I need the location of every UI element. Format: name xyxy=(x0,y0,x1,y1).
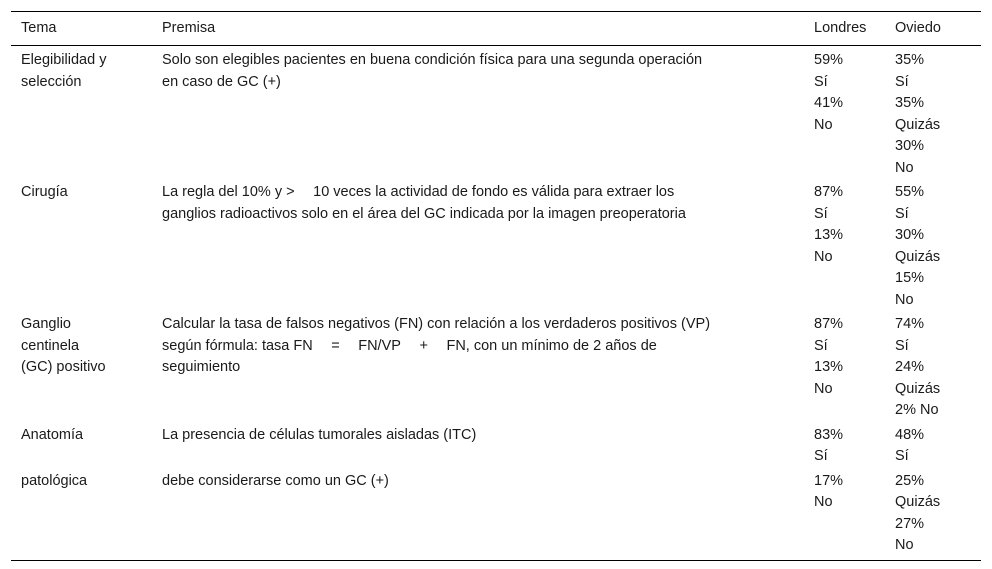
table-row xyxy=(11,422,981,468)
londres-line: 59% xyxy=(814,52,844,68)
premisa-line: Solo son elegibles pacientes en buena condición física para una segunda operación xyxy=(162,52,703,68)
header-oviedo: Oviedo xyxy=(885,12,981,46)
cell-premisa xyxy=(152,46,804,180)
oviedo-line: 25% xyxy=(895,472,925,489)
consensus-table xyxy=(11,12,981,560)
consensus-table-container xyxy=(11,11,981,561)
tema-line: Cirugía xyxy=(21,184,68,200)
premisa-line: Calcular la tasa de falsos negativos (FN) con relación a los verdaderos positivos (VP) xyxy=(162,316,711,332)
londres-line: No xyxy=(814,116,833,133)
londres-line: Sí xyxy=(814,73,828,90)
table-row xyxy=(11,311,981,422)
oviedo-line: Quizás xyxy=(895,248,941,265)
londres-line: Sí xyxy=(814,337,828,354)
cell-oviedo xyxy=(885,179,981,311)
oviedo-line: Sí xyxy=(895,337,909,354)
londres-line: 41% xyxy=(814,95,844,111)
table-body xyxy=(11,46,981,560)
header-premisa: Premisa xyxy=(152,12,804,46)
header-tema: Tema xyxy=(11,12,152,46)
tema-line: (GC) positivo xyxy=(21,359,106,375)
oviedo-line: Sí xyxy=(895,73,909,90)
londres-line: 83% xyxy=(814,426,844,443)
oviedo-line: Quizás xyxy=(895,380,941,397)
tema-line: Ganglio xyxy=(21,316,71,332)
cell-oviedo xyxy=(885,311,981,422)
tema-line: centinela xyxy=(21,337,80,354)
cell-londres xyxy=(804,46,885,180)
oviedo-line: Sí xyxy=(895,448,909,464)
tema-line: selección xyxy=(21,73,82,90)
oviedo-line: 35% xyxy=(895,95,925,111)
oviedo-line: 30% xyxy=(895,138,925,154)
premisa-line: seguimiento xyxy=(162,359,241,375)
londres-line: Sí xyxy=(814,205,828,222)
tema-line: Anatomía xyxy=(21,426,84,443)
premisa-line: La regla del 10% y > 10 veces la actividad de fondo es válida para extraer los xyxy=(162,184,675,200)
oviedo-line: No xyxy=(895,537,914,553)
oviedo-line: No xyxy=(895,159,914,176)
oviedo-line: 15% xyxy=(895,270,925,286)
cell-oviedo xyxy=(885,468,981,560)
cell-oviedo xyxy=(885,46,981,180)
oviedo-line: Quizás xyxy=(895,494,941,510)
cell-tema xyxy=(11,311,152,422)
table-header-row xyxy=(11,12,981,46)
oviedo-line: 2% No xyxy=(895,402,939,418)
cell-londres xyxy=(804,311,885,422)
oviedo-line: 74% xyxy=(895,316,925,332)
londres-line: 13% xyxy=(814,227,844,243)
oviedo-line: 30% xyxy=(895,227,925,243)
tema-line: patológica xyxy=(21,472,88,489)
oviedo-line: No xyxy=(895,291,914,308)
cell-premisa xyxy=(152,422,804,468)
oviedo-line: 55% xyxy=(895,184,925,200)
premisa-line: debe considerarse como un GC (+) xyxy=(162,472,389,489)
londres-line: 17% xyxy=(814,472,844,489)
londres-line: 87% xyxy=(814,316,844,332)
oviedo-line: 27% xyxy=(895,515,925,532)
tema-line: Elegibilidad y xyxy=(21,52,107,68)
cell-premisa xyxy=(152,179,804,311)
table-row xyxy=(11,46,981,180)
premisa-line: en caso de GC (+) xyxy=(162,73,281,90)
oviedo-line: Sí xyxy=(895,205,909,222)
londres-line: No xyxy=(814,248,833,265)
table-row xyxy=(11,179,981,311)
cell-tema xyxy=(11,179,152,311)
cell-oviedo xyxy=(885,422,981,468)
cell-londres xyxy=(804,468,885,560)
premisa-line: ganglios radioactivos solo en el área del GC indicada por la imagen preoperatoria xyxy=(162,205,686,222)
cell-premisa xyxy=(152,468,804,560)
header-londres: Londres xyxy=(804,12,885,46)
cell-tema xyxy=(11,46,152,180)
londres-line: Sí xyxy=(814,448,828,464)
oviedo-line: Quizás xyxy=(895,116,941,133)
londres-line: No xyxy=(814,494,833,510)
londres-line: No xyxy=(814,380,833,397)
premisa-line: La presencia de células tumorales aisladas (ITC) xyxy=(162,426,477,443)
londres-line: 87% xyxy=(814,184,844,200)
londres-line: 13% xyxy=(814,359,844,375)
table-row xyxy=(11,468,981,560)
oviedo-line: 35% xyxy=(895,52,925,68)
cell-premisa xyxy=(152,311,804,422)
oviedo-line: 48% xyxy=(895,426,925,443)
premisa-line: según fórmula: tasa FN = FN/VP + FN, con un mínimo de 2 años de xyxy=(162,337,657,354)
cell-londres xyxy=(804,422,885,468)
cell-londres xyxy=(804,179,885,311)
cell-tema xyxy=(11,422,152,468)
oviedo-line: 24% xyxy=(895,359,925,375)
cell-tema xyxy=(11,468,152,560)
